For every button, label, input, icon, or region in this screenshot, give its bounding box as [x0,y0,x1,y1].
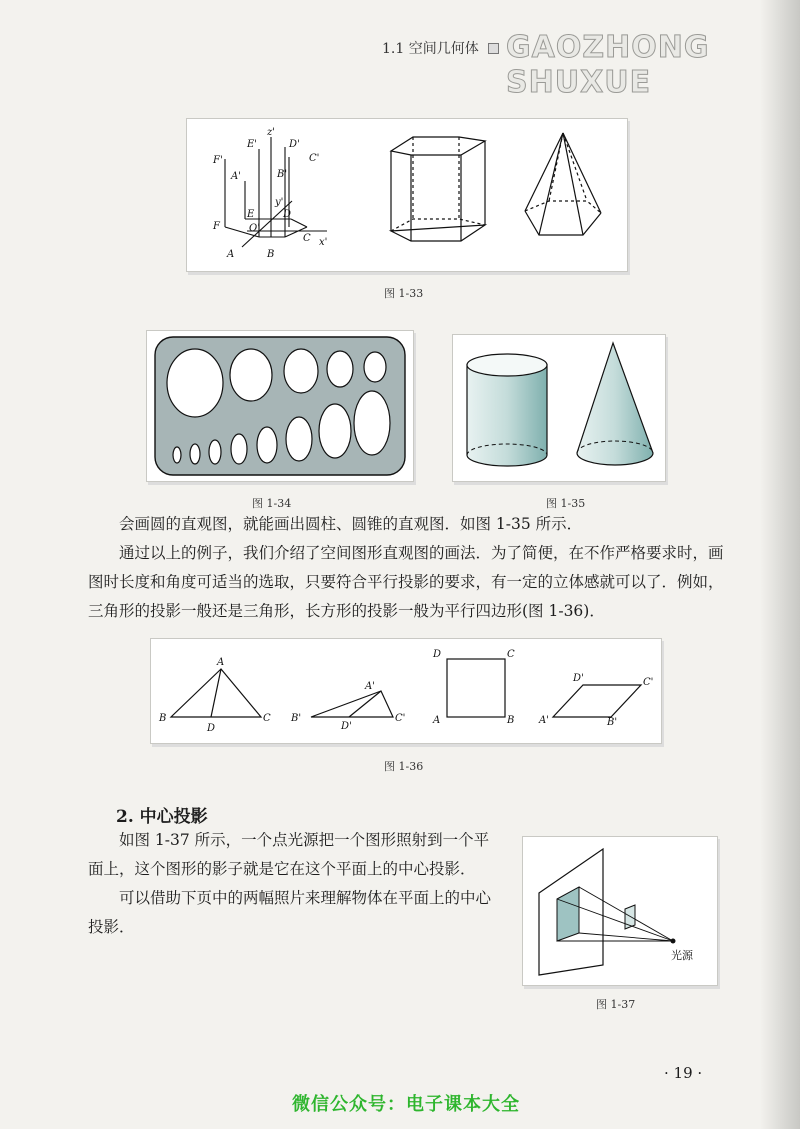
caption-1-34: 图 1-34 [252,497,292,510]
t1-A: A [217,657,225,668]
label-F-top: F' [213,155,223,166]
label-B-top: B' [277,169,288,180]
t1-C: C [263,713,271,724]
label-z-axis: z' [267,127,276,138]
hexagonal-prism [391,137,485,241]
parallelogram-projection [553,685,641,717]
caption-1-35: 图 1-35 [546,497,586,510]
running-header: 1.1 空间几何体 [382,41,479,57]
paragraph-4: 可以借助下页中的两幅照片来理解物体在平面上的中心投影． [88,889,492,936]
label-B: B [267,249,275,260]
figure-1-33-drawing [187,119,627,271]
label-D: D [283,209,292,220]
t2-C: C' [395,713,406,724]
label-A: A [227,249,235,260]
label-E: E [247,209,255,220]
p-D: D' [573,673,584,684]
figure-1-37 [522,836,718,986]
paragraph-1: 会画圆的直观图，就能画出圆柱、圆锥的直观图．如图 1-35 所示． [119,515,583,533]
central-projection-drawing [523,837,717,985]
footer-watermark: 微信公众号：电子课本大全 [292,1094,520,1115]
t2-A: A' [365,681,375,692]
cylinder-cone-drawing [453,335,665,481]
figure-1-35 [452,334,666,482]
label-C-top: C' [309,153,320,164]
s-B: B [507,715,515,726]
t1-B: B [159,713,167,724]
header-watermark: GAOZHONG SHUXUE [506,30,710,100]
stencil-drawing [147,331,413,481]
t1-D: D [207,723,216,734]
light-source-point [671,939,676,944]
s-D: D [433,649,442,660]
cone [577,343,653,465]
figure-1-33 [186,118,628,272]
figure-1-36 [150,638,662,744]
cylinder [467,354,547,466]
label-A-top: A' [231,171,241,182]
label-E-top: E' [247,139,258,150]
caption-1-36: 图 1-36 [384,760,424,773]
shadow-shape [557,887,579,941]
section-title: 2. 中心投影 [116,807,208,827]
label-C: C [303,233,311,244]
light-source-label: 光源 [671,949,693,962]
label-O: O' [249,223,260,234]
t2-B: B' [291,713,302,724]
label-D-top: D' [289,139,300,150]
p-A: A' [539,715,549,726]
p-C: C' [643,677,654,688]
triangle-projection [311,691,393,717]
figure-1-34 [146,330,414,482]
header-square-icon [488,43,499,54]
paragraph-2: 通过以上的例子，我们介绍了空间图形直观图的画法．为了简便，在不作严格要求时，画图时长度和角度可适当的选取，只要符合平行投影的要求，有一定的立体感就可以了．例如，三角形的投影一般还是三角形，长方形的投影一般为平行四边形(图 1-36)． [88,544,724,620]
paragraph-3: 如图 1-37 所示，一个点光源把一个图形照射到一个平面上，这个图形的影子就是它在这个平面上的中心投影． [88,831,490,878]
page-edge-shade [760,0,800,1129]
page-number: · 19 · [664,1064,703,1082]
label-x-axis: x' [319,237,328,248]
label-F: F [213,221,220,232]
s-A: A [433,715,441,726]
caption-1-33: 图 1-33 [384,287,424,300]
caption-1-37: 图 1-37 [596,998,636,1011]
p-B: B' [607,717,618,728]
t2-D: D' [341,721,352,732]
square-original [447,659,505,717]
s-C: C [507,649,515,660]
projection-shapes-drawing [151,639,661,743]
label-y-axis: y' [275,197,284,208]
pyramid [525,133,601,235]
